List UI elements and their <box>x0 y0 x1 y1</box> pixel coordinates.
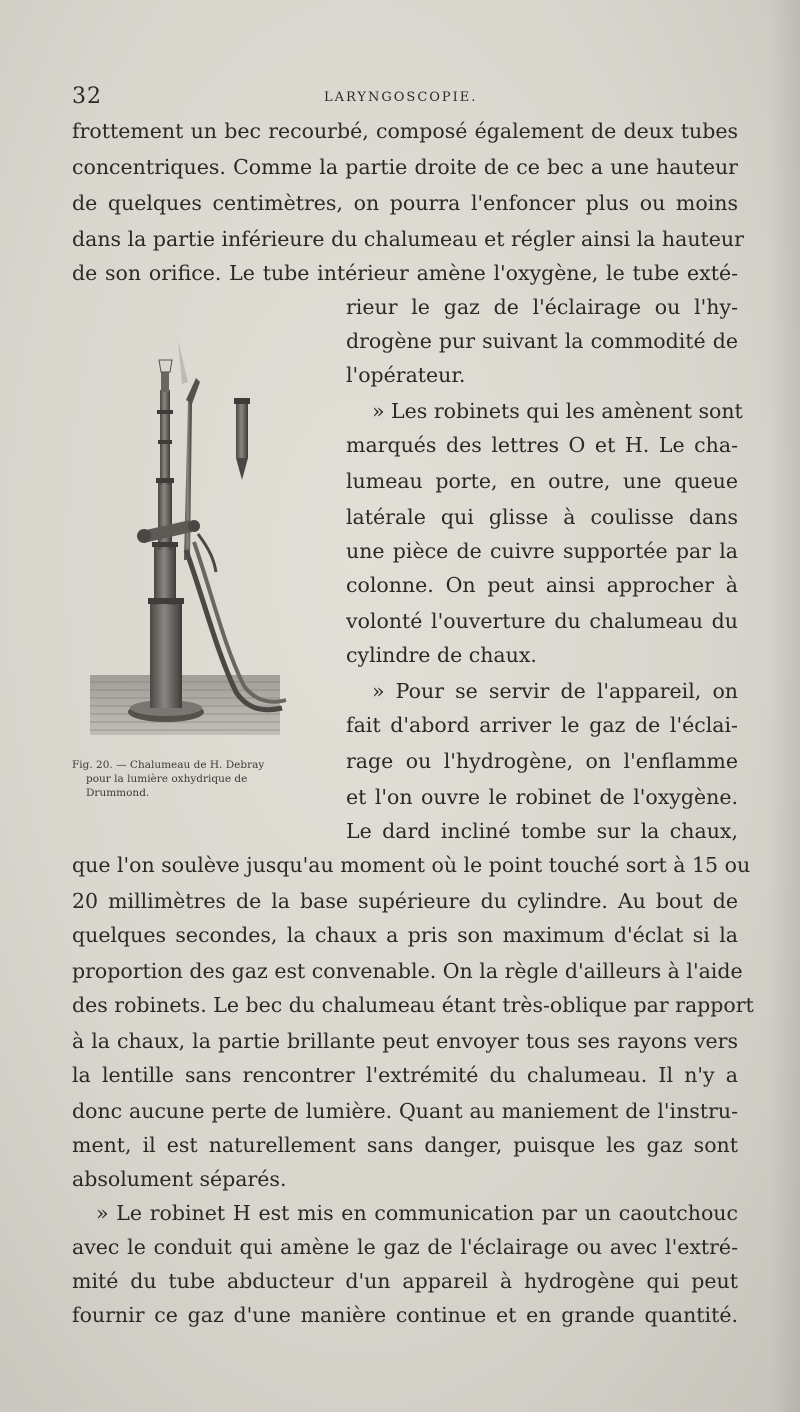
body-line: à la chaux, la partie brillante peut envoyer tous ses rayons vers <box>72 1029 738 1053</box>
body-line: latérale qui glisse à coulisse dans <box>346 505 738 529</box>
running-head: LARYNGOSCOPIE. <box>324 90 478 105</box>
body-line: dans la partie inférieure du chalumeau et régler ainsi la hauteur <box>72 227 744 251</box>
body-line: que l'on soulève jusqu'au moment où le point touché sort à 15 ou <box>72 853 751 877</box>
body-line: quelques secondes, la chaux a pris son maximum d'éclat si la <box>72 923 738 947</box>
caption-line: Drummond. <box>86 787 150 799</box>
body-line: marqués des lettres O et H. Le cha- <box>346 433 738 457</box>
body-line: une pièce de cuivre supportée par la <box>346 539 738 563</box>
body-line: rage ou l'hydrogène, on l'enflamme <box>346 749 738 773</box>
body-line: absolument séparés. <box>72 1167 287 1191</box>
body-line: ment, il est naturellement sans danger, puisque les gaz sont <box>72 1133 738 1157</box>
body-line: et l'on ouvre le robinet de l'oxygène. <box>346 785 738 809</box>
body-line: concentriques. Comme la partie droite de ce bec a une hauteur <box>72 155 738 179</box>
body-line: des robinets. Le bec du chalumeau étant très-oblique par rapport <box>72 993 754 1017</box>
page-number: 32 <box>72 84 102 109</box>
body-line: l'opérateur. <box>346 363 466 387</box>
body-line: 20 millimètres de la base supérieure du cylindre. Au bout de <box>72 889 738 913</box>
body-line: mité du tube abducteur d'un appareil à hydrogène qui peut <box>72 1269 738 1293</box>
body-line: » Pour se servir de l'appareil, on <box>372 679 738 703</box>
body-line: la lentille sans rencontrer l'extrémité du chalumeau. Il n'y a <box>72 1063 738 1087</box>
body-line: colonne. On peut ainsi approcher à <box>346 573 738 597</box>
body-line: fait d'abord arriver le gaz de l'éclai- <box>346 713 738 737</box>
body-line: cylindre de chaux. <box>346 643 537 667</box>
body-line: lumeau porte, en outre, une queue <box>346 469 738 493</box>
body-line: avec le conduit qui amène le gaz de l'éclairage ou avec l'extré- <box>72 1235 738 1259</box>
body-line: proportion des gaz est convenable. On la règle d'ailleurs à l'aide <box>72 959 743 983</box>
body-line: frottement un bec recourbé, composé également de deux tubes <box>72 119 738 143</box>
body-line: volonté l'ouverture du chalumeau du <box>346 609 738 633</box>
body-line: de quelques centimètres, on pourra l'enfoncer plus ou moins <box>72 191 738 215</box>
body-line: fournir ce gaz d'une manière continue et en grande quantité. <box>72 1303 738 1327</box>
body-line: donc aucune perte de lumière. Quant au maniement de l'instru- <box>72 1099 738 1123</box>
caption-line: Fig. 20. — Chalumeau de H. Debray <box>72 759 265 771</box>
body-line: Le dard incliné tombe sur la chaux, <box>346 819 738 843</box>
body-line: » Les robinets qui les amènent sont <box>372 399 743 423</box>
body-line: » Le robinet H est mis en communication par un caoutchouc <box>96 1201 738 1225</box>
caption-line: pour la lumière oxhydrique de <box>86 773 248 785</box>
figure-caption <box>72 758 330 800</box>
figure-blowpipe-illustration <box>86 320 336 740</box>
body-line: drogène pur suivant la commodité de <box>346 329 738 353</box>
body-line: de son orifice. Le tube intérieur amène l'oxygène, le tube exté- <box>72 261 738 285</box>
body-line: rieur le gaz de l'éclairage ou l'hy- <box>346 295 738 319</box>
blowpipe-engraving <box>86 320 336 740</box>
